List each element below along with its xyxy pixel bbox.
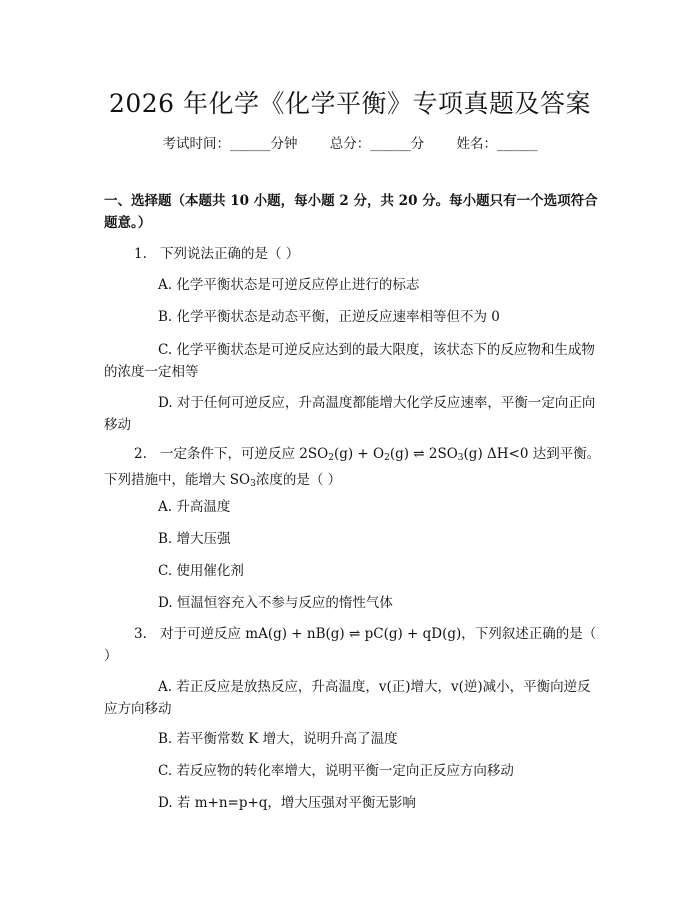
q1-option-c: C. 化学平衡状态是可逆反应达到的最大限度，该状态下的反应物和生成物的浓度一定相等 <box>104 342 595 380</box>
question-number: 1. <box>134 246 147 262</box>
question-text: 浓度的是（ ） <box>255 472 342 488</box>
question-2-stem <box>104 443 604 495</box>
q1-option-d: D. 对于任何可逆反应，升高温度都能增大化学反应速率，平衡一定向正向移动 <box>104 395 596 433</box>
q1-option-a: A. 化学平衡状态是可逆反应停止进行的标志 <box>158 277 420 293</box>
exam-meta <box>0 132 700 152</box>
q2-option-d: D. 恒温恒容充入不参与反应的惰性气体 <box>158 595 393 611</box>
question-text: (g) + O <box>333 446 385 462</box>
question-text: (g) ⇌ 2SO <box>389 446 458 462</box>
question-1-stem <box>104 243 604 265</box>
question-text: 下列说法正确的是（ ） <box>160 246 300 262</box>
q3-option-b: B. 若平衡常数 K 增大，说明升高了温度 <box>158 731 398 747</box>
q3-option-c: C. 若反应物的转化率增大，说明平衡一定向正反应方向移动 <box>158 763 514 779</box>
section-heading-choice: 一、选择题（本题共 10 小题，每小题 2 分，共 20 分。每小题只有一个选项符合题意。） <box>104 193 598 231</box>
subscript: 2 <box>384 453 390 463</box>
question-text: 一定条件下，可逆反应 2SO <box>160 446 329 462</box>
q3-option-a: A. 若正反应是放热反应，升高温度，v(正)增大，v(逆)减小，平衡向逆反应方向移动 <box>104 679 591 717</box>
name-field: 姓名：______ <box>456 136 538 152</box>
subscript: 3 <box>457 453 464 463</box>
q1-option-b: B. 化学平衡状态是动态平衡，正逆反应速率相等但不为 0 <box>158 309 500 325</box>
exam-time-field: 考试时间：______分钟 <box>162 136 298 152</box>
question-number: 2. <box>134 446 147 462</box>
q2-option-b: B. 增大压强 <box>158 531 231 547</box>
document-title: 2026 年化学《化学平衡》专项真题及答案 <box>108 89 592 118</box>
question-3-stem <box>104 623 604 667</box>
q2-option-c: C. 使用催化剂 <box>158 563 244 579</box>
question-text: (g) ΔH<0 达到平衡。下列措施中，能增大 SO <box>104 446 601 488</box>
subscript: 3 <box>250 479 256 489</box>
question-number: 3. <box>134 626 147 642</box>
q3-option-d: D. 若 m+n=p+q，增大压强对平衡无影响 <box>158 795 416 811</box>
q2-option-a: A. 升高温度 <box>158 499 231 515</box>
total-score-field: 总分：______分 <box>329 136 425 152</box>
subscript: 2 <box>328 453 334 463</box>
question-text: 对于可逆反应 mA(g) + nB(g) ⇌ pC(g) + qD(g)，下列叙述正确的是（ ） <box>104 626 597 664</box>
